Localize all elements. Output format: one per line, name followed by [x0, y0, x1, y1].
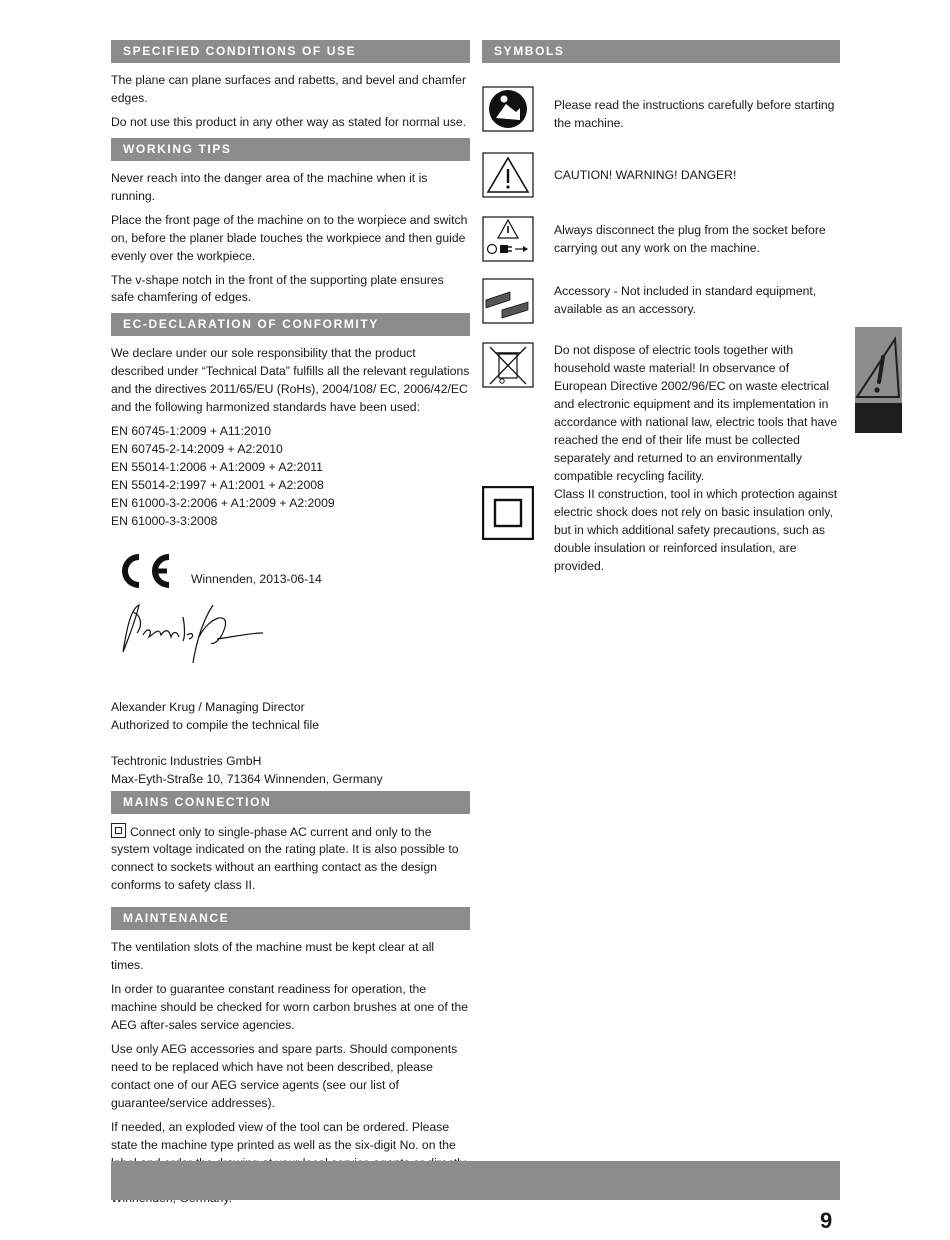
crossed-bin-icon	[482, 342, 534, 388]
paragraph: Place the front page of the machine on to the worpiece and switch on, before the planer blade touches the workpiece and then guide evenly over the workpiece.	[111, 212, 468, 263]
symbol-text: Accessory - Not included in standard equipment, available as an accessory.	[554, 284, 817, 316]
section-header-ec-declaration: EC-DECLARATION OF CONFORMITY	[111, 313, 470, 336]
paragraph: Never reach into the danger area of the machine when it is running.	[111, 170, 428, 203]
page-number: 9	[820, 1208, 833, 1233]
standard-item: EN 60745-1:2009 + A11:2010	[111, 424, 272, 439]
ce-mark-icon	[113, 551, 173, 591]
symbol-text: Always disconnect the plug from the socket before carrying out any work on the machine.	[554, 223, 826, 255]
paragraph: In order to guarantee constant readiness for operation, the machine should be checked for worn carbon brushes at one of the AEG after-sales service agencies.	[111, 982, 469, 1032]
footer-bar	[111, 1161, 840, 1200]
section-header-mains-connection: MAINS CONNECTION	[111, 791, 470, 814]
paragraph: The ventilation slots of the machine must be kept clear at all times.	[111, 940, 435, 973]
symbol-row	[482, 342, 840, 483]
company-name: Techtronic Industries GmbH	[111, 753, 262, 768]
paragraph: The plane can plane surfaces and rabetts, and bevel and chamfer edges.	[111, 73, 467, 105]
section-header-specified-conditions: SPECIFIED CONDITIONS OF USE	[111, 40, 470, 63]
left-column	[111, 40, 470, 1214]
paragraph: We declare under our sole responsibility that the product described under “Technical Data” fulfills all the relevant regulations and the directives 2011/65/EU (RoHs), 2004/108/ EC, 2006/42/EC and the following harmonized standards have been used:	[111, 346, 470, 415]
standard-item: EN 60745-2-14:2009 + A2:2010	[111, 442, 283, 457]
symbol-text: CAUTION! WARNING! DANGER!	[554, 168, 737, 182]
section-header-symbols: SYMBOLS	[482, 40, 840, 63]
symbol-row	[482, 152, 840, 206]
paragraph: Use only AEG accessories and spare parts. Should components need to be replaced which have not been described, please contact one of our AEG service agents (see our list of guarantee/service addresses).	[111, 1041, 458, 1110]
standard-item: EN 61000-3-3:2008	[111, 513, 218, 528]
unplug-icon	[482, 216, 534, 262]
class-ii-inline-icon	[111, 823, 126, 838]
signature-icon	[113, 597, 273, 677]
right-column	[482, 40, 840, 576]
read-manual-icon	[482, 86, 534, 132]
paragraph: The v-shape notch in the front of the supporting plate ensures safe chamfering of edges.	[111, 272, 444, 305]
standard-item: EN 55014-2:1997 + A1:2001 + A2:2008	[111, 477, 324, 492]
symbol-text: Class II construction, tool in which protection against electric shock does not rely on basic insulation only, but in which additional safety precautions, such as double insulation or reinforced insulation, are provided.	[554, 487, 838, 573]
standard-item: EN 61000-3-2:2006 + A1:2009 + A2:2009	[111, 495, 335, 510]
class-ii-icon	[482, 486, 534, 540]
signer-role: Authorized to compile the technical file	[111, 717, 319, 732]
section-header-maintenance: MAINTENANCE	[111, 907, 470, 930]
symbol-text: Please read the instructions carefully before starting the machine.	[554, 98, 835, 130]
section-header-working-tips: WORKING TIPS	[111, 138, 470, 161]
paragraph: Do not use this product in any other way as stated for normal use.	[111, 114, 466, 129]
symbol-row	[482, 86, 840, 142]
symbol-text: Do not dispose of electric tools together with household waste material! In observance of European Directive 2002/96/EC on waste electrical and electronic equipment and its implementation in accordance with national law, electric tools that have reached the end of their life must be collected separately and returned to an environmentally compatible recycling facility.	[554, 343, 838, 483]
symbol-row	[482, 216, 840, 268]
warning-triangle-icon	[482, 152, 534, 198]
company-address: Max-Eyth-Straße 10, 71364 Winnenden, Germany	[111, 771, 383, 786]
symbol-row	[482, 278, 840, 332]
mains-text: Connect only to single-phase AC current and only to the system voltage indicated on the rating plate. It is also possible to connect to sockets without an earthing contact as the design conforms to safety class II.	[111, 824, 459, 893]
signature-block	[111, 549, 470, 699]
place-date: Winnenden, 2013-06-14	[191, 571, 322, 586]
standard-item: EN 55014-1:2006 + A1:2009 + A2:2011	[111, 460, 323, 474]
paragraph: If needed, an exploded view of the tool can be ordered. Please state the machine type printed as well as the six-digit No. on the	[111, 1119, 456, 1152]
signer-name: Alexander Krug / Managing Director	[111, 699, 305, 714]
accessory-blades-icon	[482, 278, 534, 324]
paragraph-mains	[111, 823, 470, 896]
side-warning-tab-icon	[855, 327, 902, 433]
standards-list	[111, 423, 470, 531]
symbol-row	[482, 486, 840, 573]
